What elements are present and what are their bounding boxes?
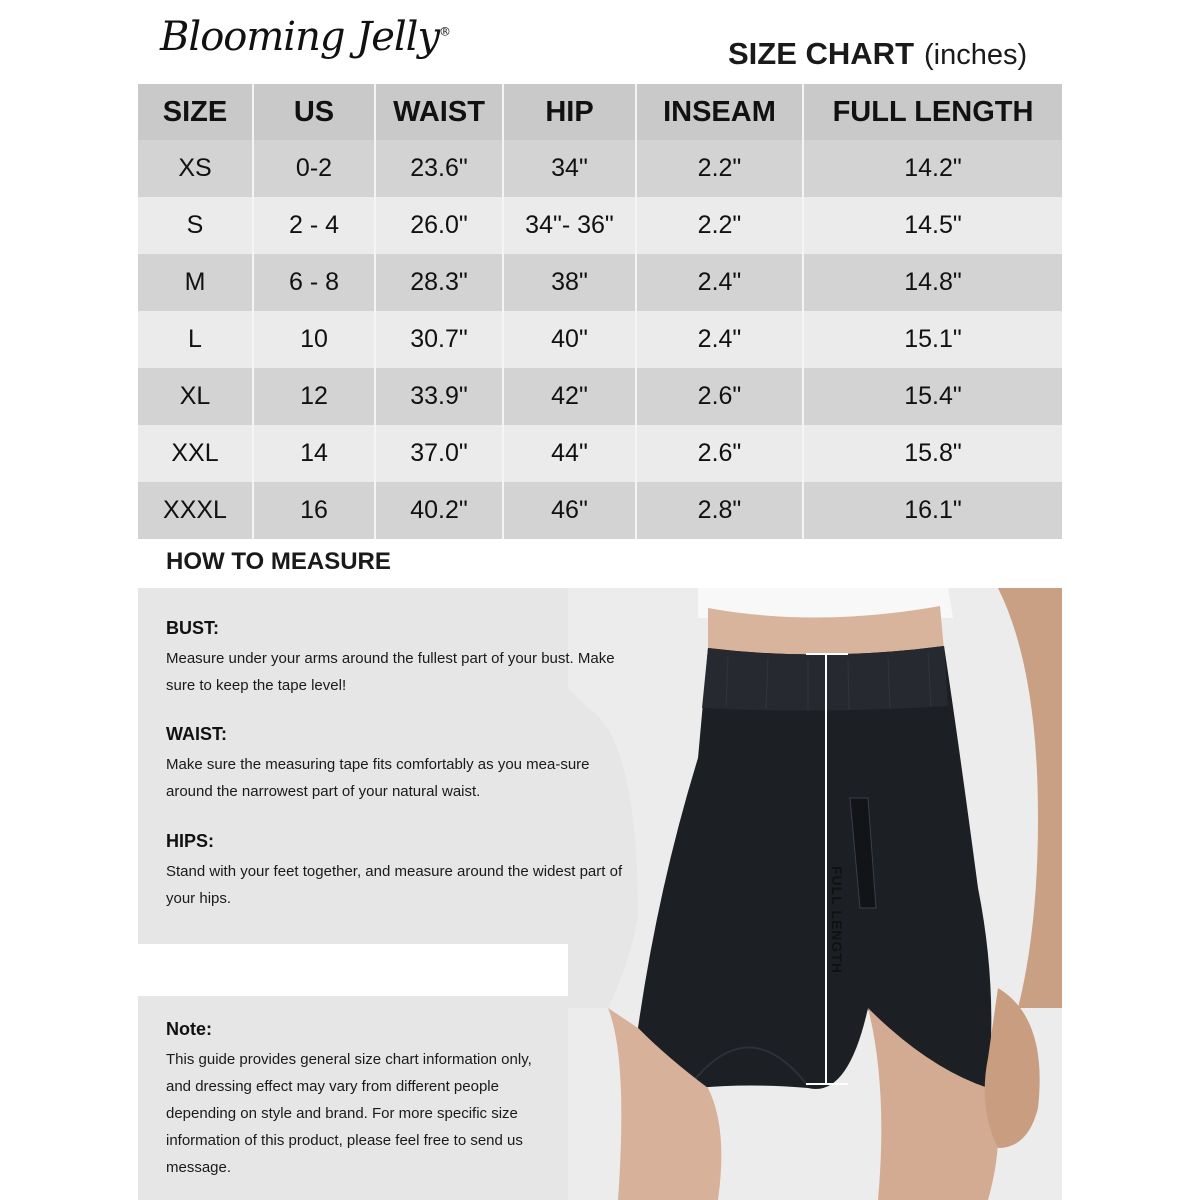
cell-inseam: 2.2" [637, 140, 804, 197]
cell-us: 6 - 8 [254, 254, 376, 311]
cell-size: XS [138, 140, 254, 197]
note-block [166, 1019, 546, 1181]
size-chart-unit: (inches) [924, 39, 1028, 71]
table-row [138, 254, 1062, 311]
cell-inseam: 2.6" [637, 368, 804, 425]
registered-mark: ® [439, 24, 451, 39]
bust-instructions [166, 618, 636, 699]
cell-full-length: 14.5" [904, 211, 962, 239]
cell-waist: 40.2" [376, 482, 504, 539]
header-us: US [254, 84, 376, 140]
cell-waist: 23.6" [376, 140, 504, 197]
hips-body: Stand with your feet together, and measure around the widest part of your hips. [166, 863, 623, 907]
cell-full-length: 16.1" [904, 496, 962, 524]
cell-hip: 40" [504, 311, 637, 368]
table-row [138, 482, 1062, 539]
table-header-row [138, 84, 1062, 140]
cell-hip: 38" [504, 254, 637, 311]
cell-full-length: 14.8" [904, 268, 962, 296]
cell-waist: 30.7" [376, 311, 504, 368]
cell-us: 0-2 [254, 140, 376, 197]
header-full-length: FULL LENGTH [832, 95, 1034, 128]
hips-instructions [166, 831, 636, 912]
cell-full-length: 15.4" [904, 382, 962, 410]
cell-full-length: 14.2" [904, 154, 962, 182]
cell-size: L [138, 311, 254, 368]
cell-hip: 46" [504, 482, 637, 539]
brand-name: Blooming Jelly [160, 14, 440, 60]
cell-hip: 34"- 36" [504, 197, 637, 254]
header-size: SIZE [138, 84, 254, 140]
note-body: This guide provides general size chart information only, and dressing effect may vary from different people depending on style and brand. For more specific size information of this product, please feel free to send us message. [166, 1051, 532, 1176]
brand-logo [160, 14, 451, 74]
how-to-measure-heading: HOW TO MEASURE [166, 548, 391, 575]
cell-size: M [138, 254, 254, 311]
cell-size: XXXL [138, 482, 254, 539]
waist-body: Make sure the measuring tape fits comfortably as you mea-sure around the narrowest part of your natural waist. [166, 756, 590, 800]
cell-hip: 42" [504, 368, 637, 425]
cell-us: 16 [254, 482, 376, 539]
table-row [138, 140, 1062, 197]
cell-waist: 37.0" [376, 425, 504, 482]
cell-full-length: 15.8" [904, 439, 962, 467]
cell-full-length: 15.1" [904, 325, 962, 353]
hips-title: HIPS: [166, 831, 215, 851]
cell-hip: 44" [504, 425, 637, 482]
table-row [138, 197, 1062, 254]
cell-inseam: 2.4" [637, 311, 804, 368]
bust-title: BUST: [166, 618, 219, 638]
waist-instructions [166, 724, 636, 805]
header-inseam: INSEAM [637, 84, 804, 140]
table-row [138, 368, 1062, 425]
size-chart-title-text: SIZE CHART [728, 36, 914, 71]
cell-us: 10 [254, 311, 376, 368]
table-row [138, 311, 1062, 368]
cell-waist: 26.0" [376, 197, 504, 254]
cell-hip: 34" [504, 140, 637, 197]
full-length-measure-label: FULL LENGTH [829, 866, 845, 974]
cell-inseam: 2.6" [637, 425, 804, 482]
header-waist: WAIST [376, 84, 504, 140]
size-table [138, 84, 1062, 539]
cell-size: XXL [138, 425, 254, 482]
note-title: Note: [166, 1019, 212, 1039]
table-row [138, 425, 1062, 482]
cell-us: 2 - 4 [254, 197, 376, 254]
bust-body: Measure under your arms around the fullest part of your bust. Make sure to keep the tape level! [166, 650, 615, 694]
waist-title: WAIST: [166, 724, 227, 744]
size-chart-title [728, 36, 1027, 72]
cell-size: XL [138, 368, 254, 425]
cell-us: 14 [254, 425, 376, 482]
cell-waist: 28.3" [376, 254, 504, 311]
cell-waist: 33.9" [376, 368, 504, 425]
cell-inseam: 2.2" [637, 197, 804, 254]
cell-inseam: 2.4" [637, 254, 804, 311]
cell-inseam: 2.8" [637, 482, 804, 539]
header-hip: HIP [504, 84, 637, 140]
cell-size: S [138, 197, 254, 254]
cell-us: 12 [254, 368, 376, 425]
